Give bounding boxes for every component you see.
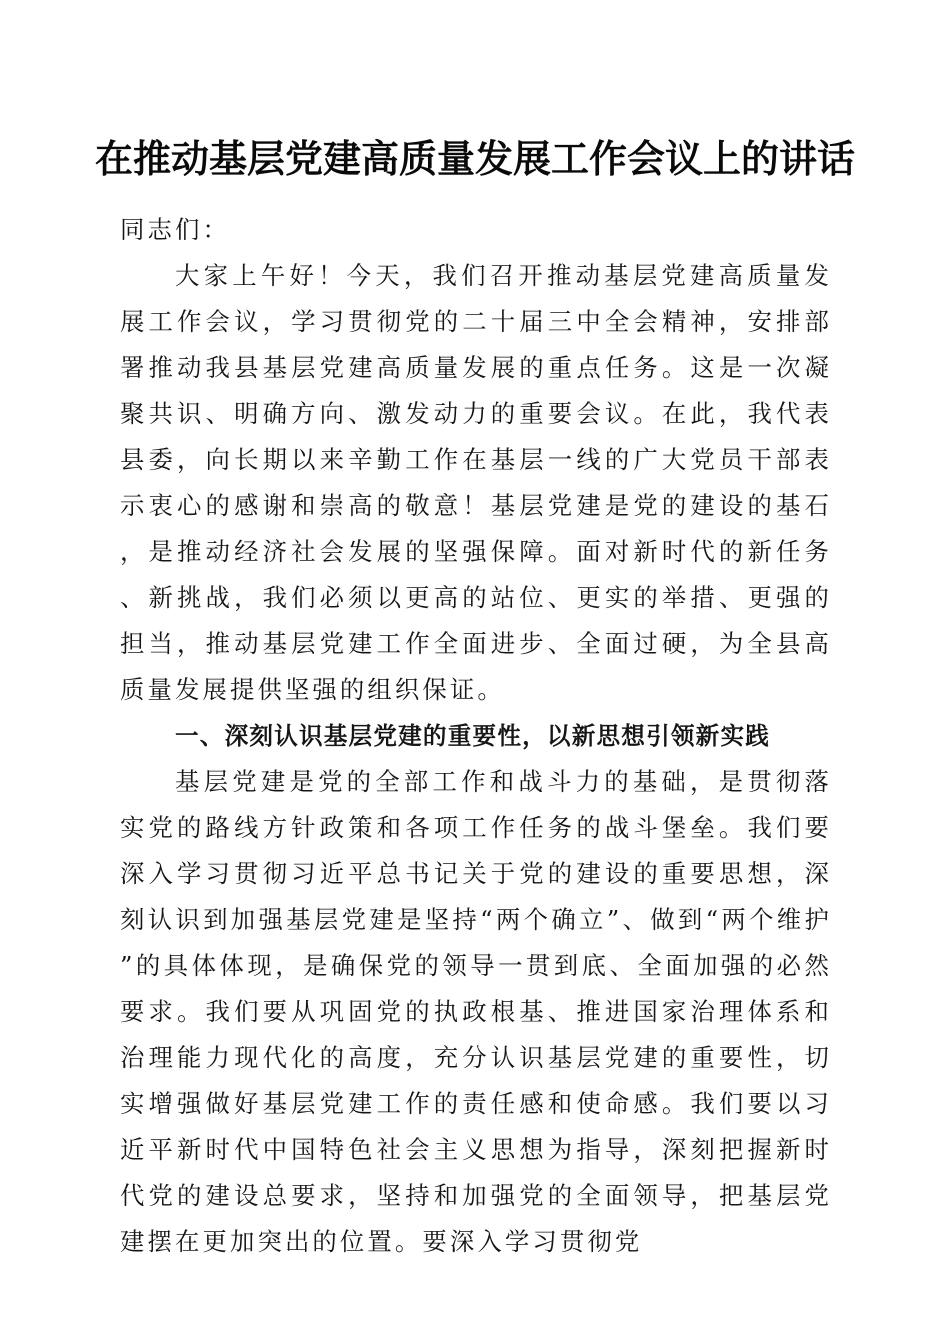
section-1-paragraph: 基层党建是党的全部工作和战斗力的基础，是贯彻落实党的路线方针政策和各项工作任务的战斗堡垒。我们要深入学习贯彻习近平总书记关于党的建设的重要思想，深刻认识到加强基层党建是坚持“两个确立”、做到“两个维护”的具体体现，是确保党的领导一贯到底、全面加强的必然要求。我们要从巩固党的执政根基、推进国家治理体系和治理能力现代化的高度，充分认识基层党建的重要性，切实增强做好基层党建工作的责任感和使命感。我们要以习近平新时代中国特色社会主义思想为指导，深刻把握新时代党的建设总要求，坚持和加强党的全面领导，把基层党建摆在更加突出的位置。要深入学习贯彻党 bbox=[120, 767, 832, 1256]
document-body bbox=[120, 207, 832, 1265]
document-title: 在推动基层党建高质量发展工作会议上的讲话 bbox=[94, 136, 855, 181]
opening-paragraph: 大家上午好！今天，我们召开推动基层党建高质量发展工作会议，学习贯彻党的二十届三中全会精神，安排部署推动我县基层党建高质量发展的重点任务。这是一次凝聚共识、明确方向、激发动力的重要会议。在此，我代表县委，向长期以来辛勤工作在基层一线的广大党员干部表示衷心的感谢和崇高的敬意！基层党建是党的建设的基石，是推动经济社会发展的坚强保障。面对新时代的新任务、新挑战，我们必须以更高的站位、更实的举措、更强的担当，推动基层党建工作全面进步、全面过硬，为全县高质量发展提供坚强的组织保证。 bbox=[120, 261, 832, 704]
salutation: 同志们： bbox=[120, 215, 230, 244]
section-heading-1: 一、深刻认识基层党建的重要性，以新思想引领新实践 bbox=[175, 722, 771, 750]
